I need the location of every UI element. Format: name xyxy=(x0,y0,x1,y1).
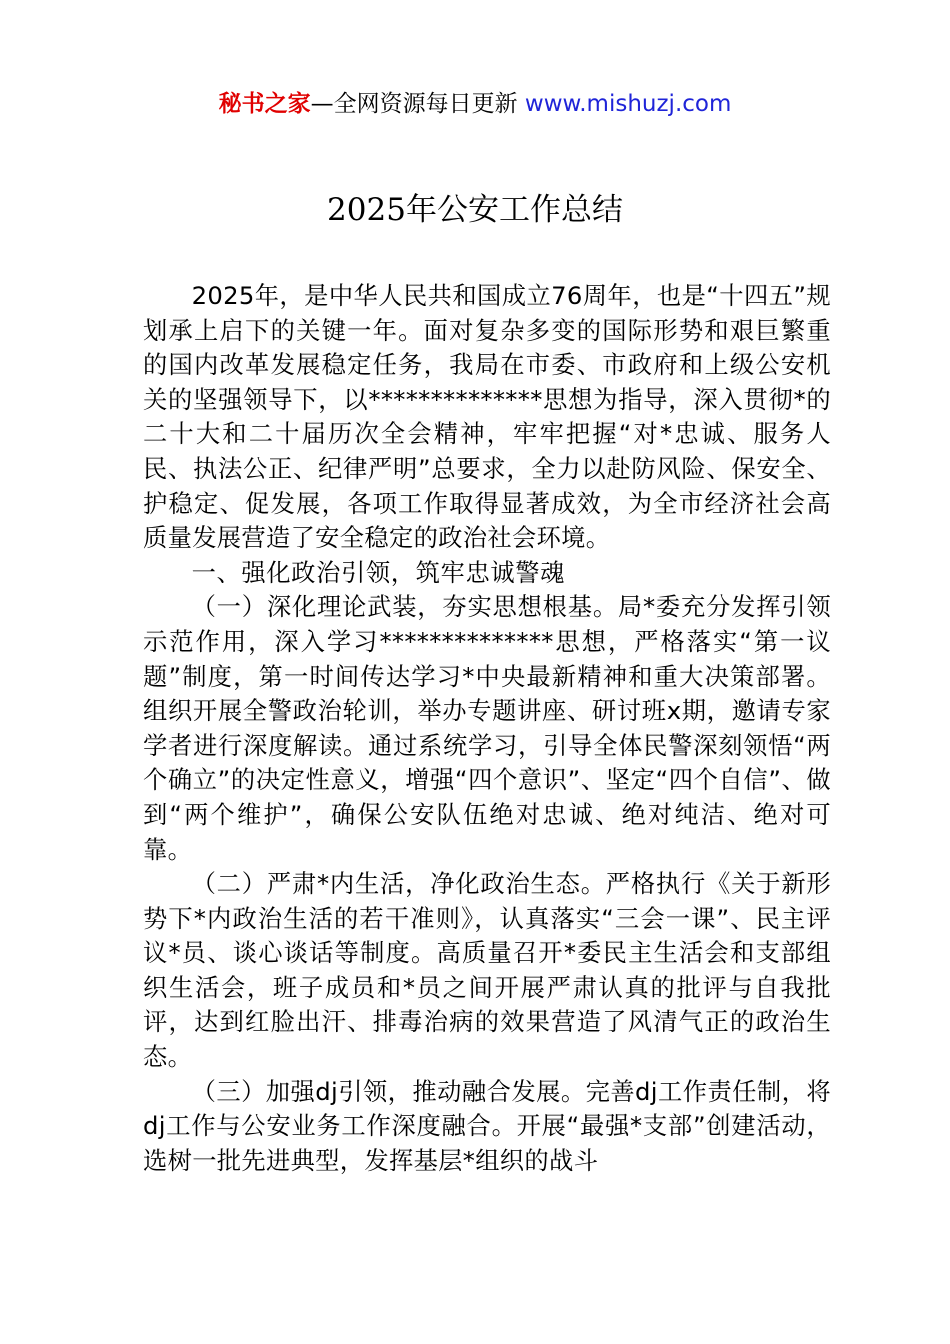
section-heading: 一、强化政治引领，筑牢忠诚警魂 xyxy=(191,557,566,587)
subsection-paragraph-1: （一）深化理论武装，夯实思想根基。局*委充分发挥引领示范作用，深入学习**************思想，严格落实“第一议题”制度，第一时间传达学习*中央最新精神和重大决策部署。组织开展全警政治轮训，举办专题讲座、研讨班x期，邀请专家学者进行深度解读。通过系统学习，引导全体民警深刻领悟“两个确立”的决定性意义，增强“四个意识”、坚定“四个自信”、做到“两个维护”，确保公安队伍绝对忠诚、绝对纯洁、绝对可靠。 xyxy=(143,592,831,864)
header-url-link[interactable]: www.mishuzj.com xyxy=(524,91,732,117)
subsection-paragraph-3: （三）加强dj引领，推动融合发展。完善dj工作责任制，将dj工作与公安业务工作深度融合。开展“最强*支部”创建活动，选树一批先进典型，发挥基层*组织的战斗 xyxy=(143,1076,831,1175)
header-tagline: —全网资源每日更新 xyxy=(310,91,518,117)
document-title: 2025年公安工作总结 xyxy=(327,192,623,228)
site-header xyxy=(0,88,950,120)
subsection-paragraph-2: （二）严肃*内生活，净化政治生态。严格执行《关于新形势下*内政治生活的若干准则》，认真落实“三会一课”、民主评议*员、谈心谈话等制度。高质量召开*委民主生活会和支部组织生活会，班子成员和*员之间开展严肃认真的批评与自我批评，达到红脸出汗、排毒治病的效果营造了风清气正的政治生态。 xyxy=(143,869,831,1072)
intro-paragraph: 2025年，是中华人民共和国成立76周年，也是“十四五”规划承上启下的关键一年。面对复杂多变的国际形势和艰巨繁重的国内改革发展稳定任务，我局在市委、市政府和上级公安机关的坚强领导下，以**************思想为指导，深入贯彻*的二十大和二十届历次全会精神，牢牢把握“对*忠诚、服务人民、执法公正、纪律严明”总要求，全力以赴防风险、保安全、护稳定、促发展，各项工作取得显著成效，为全市经济社会高质量发展营造了安全稳定的政治社会环境。 xyxy=(143,281,831,553)
header-brand: 秘书之家 xyxy=(218,91,311,117)
document-body xyxy=(143,279,831,1178)
